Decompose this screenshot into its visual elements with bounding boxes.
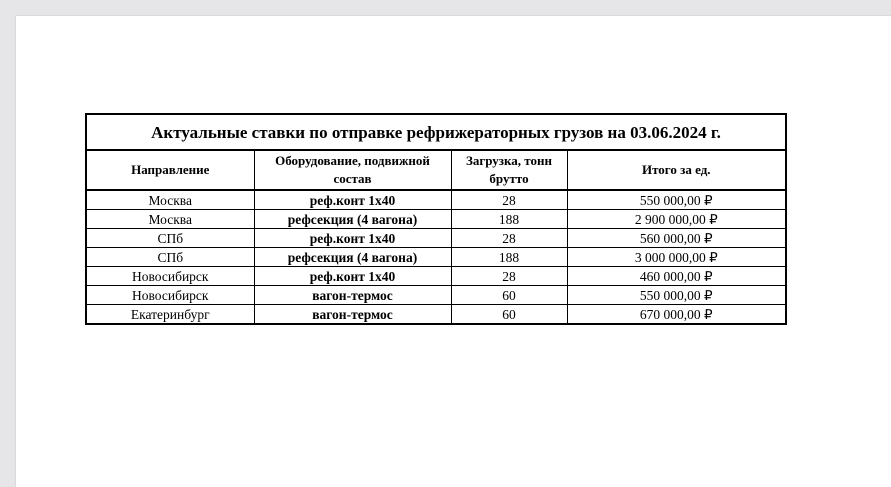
- column-header-total: Итого за ед.: [567, 150, 786, 190]
- column-header-load: Загрузка, тонн брутто: [451, 150, 567, 190]
- cell-load: 28: [451, 267, 567, 286]
- cell-equipment: рефсекция (4 вагона): [254, 210, 451, 229]
- table-row: [86, 190, 786, 210]
- header-row: [86, 150, 786, 190]
- cell-equipment: вагон-термос: [254, 286, 451, 305]
- cell-direction: Новосибирск: [86, 286, 254, 305]
- table-row: [86, 248, 786, 267]
- cell-direction: СПб: [86, 248, 254, 267]
- cell-direction: СПб: [86, 229, 254, 248]
- table-row: [86, 305, 786, 325]
- cell-direction: Москва: [86, 210, 254, 229]
- cell-equipment: рефсекция (4 вагона): [254, 248, 451, 267]
- table-row: [86, 267, 786, 286]
- cell-total: 560 000,00 ₽: [567, 229, 786, 248]
- column-header-direction: Направление: [86, 150, 254, 190]
- table-title: Актуальные ставки по отправке рефрижераторных грузов на 03.06.2024 г.: [86, 114, 786, 150]
- cell-load: 60: [451, 286, 567, 305]
- table-row: [86, 229, 786, 248]
- cell-equipment: реф.конт 1х40: [254, 229, 451, 248]
- table-row: [86, 210, 786, 229]
- cell-equipment: вагон-термос: [254, 305, 451, 325]
- title-row: [86, 114, 786, 150]
- cell-total: 670 000,00 ₽: [567, 305, 786, 325]
- cell-total: 550 000,00 ₽: [567, 190, 786, 210]
- cell-load: 28: [451, 190, 567, 210]
- rates-table-wrapper: [85, 113, 785, 325]
- column-header-equipment: Оборудование, подвижной состав: [254, 150, 451, 190]
- cell-direction: Новосибирск: [86, 267, 254, 286]
- rates-table: [85, 113, 787, 325]
- cell-equipment: реф.конт 1х40: [254, 190, 451, 210]
- cell-direction: Москва: [86, 190, 254, 210]
- cell-equipment: реф.конт 1х40: [254, 267, 451, 286]
- cell-total: 2 900 000,00 ₽: [567, 210, 786, 229]
- table-row: [86, 286, 786, 305]
- cell-direction: Екатеринбург: [86, 305, 254, 325]
- cell-load: 28: [451, 229, 567, 248]
- cell-total: 3 000 000,00 ₽: [567, 248, 786, 267]
- cell-load: 188: [451, 210, 567, 229]
- cell-total: 550 000,00 ₽: [567, 286, 786, 305]
- cell-load: 60: [451, 305, 567, 325]
- document-page: [16, 16, 891, 487]
- cell-total: 460 000,00 ₽: [567, 267, 786, 286]
- cell-load: 188: [451, 248, 567, 267]
